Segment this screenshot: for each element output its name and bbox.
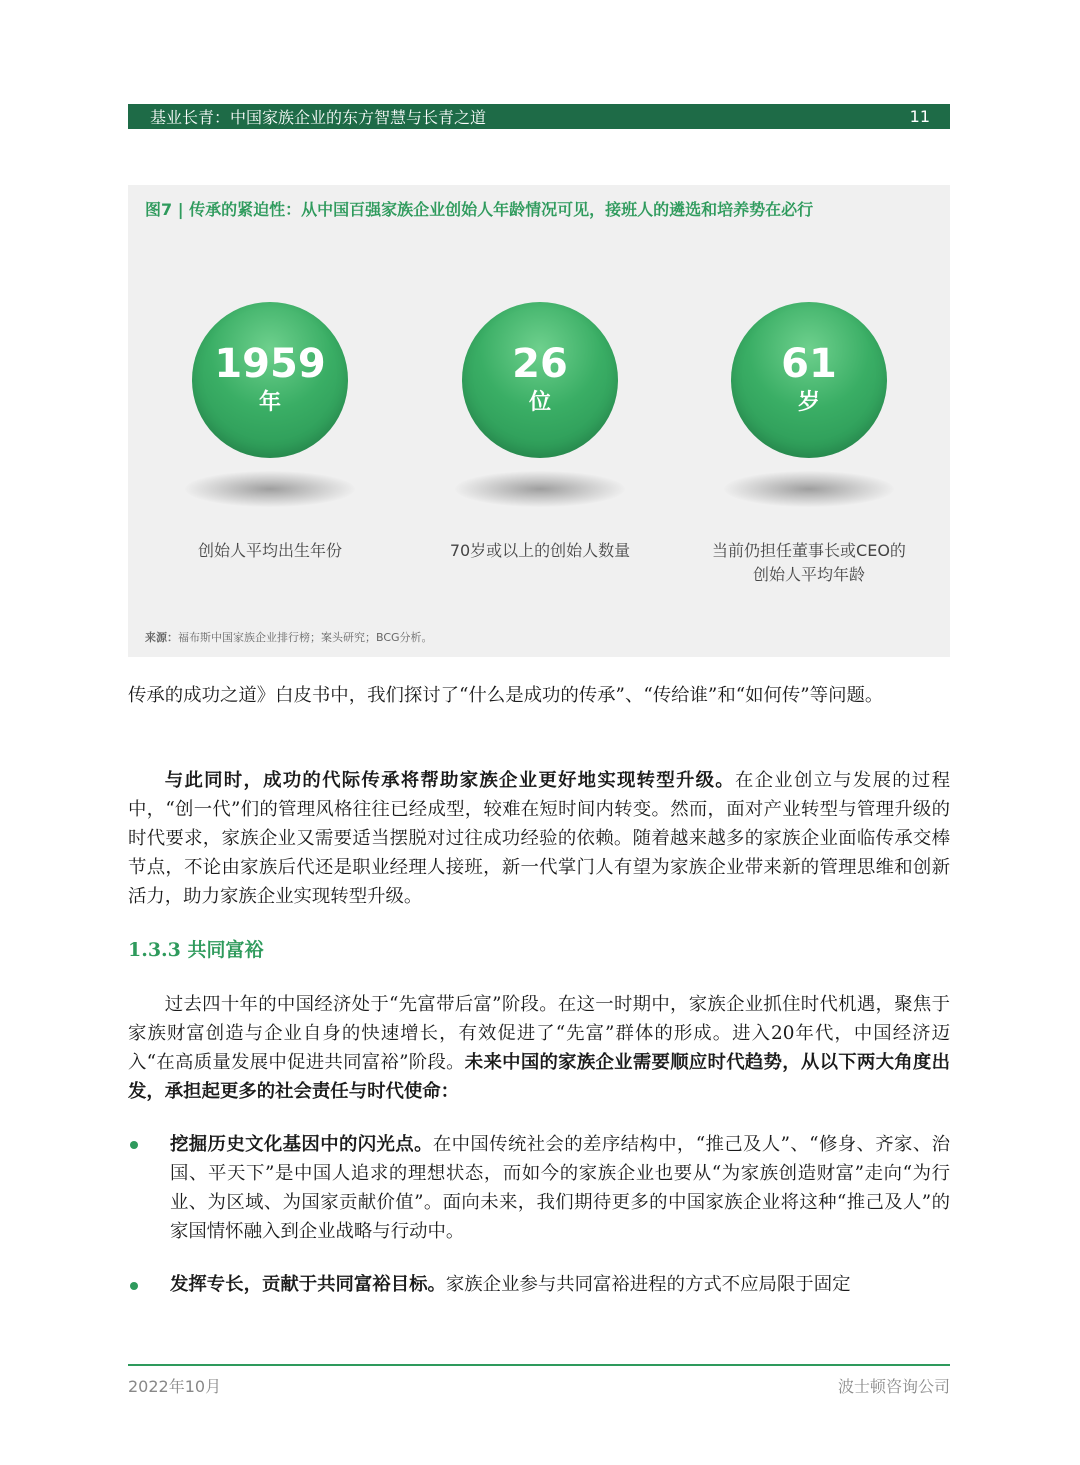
- paragraph-succession: [128, 766, 950, 911]
- footer-company: 波士顿咨询公司: [837, 1377, 950, 1396]
- stat-label-line1: 创始人平均出生年份: [197, 541, 342, 560]
- bullet-icon: [130, 1141, 138, 1149]
- source-text: 福布斯中国家族企业排行榜；案头研究；BCG分析。: [178, 631, 433, 644]
- figure-7: [128, 185, 950, 657]
- stat-circle-average-age: [731, 302, 887, 458]
- figure-title: 图7 | 传承的紧迫性：从中国百强家族企业创始人年龄情况可见，接班人的遴选和培养势在必行: [145, 200, 814, 219]
- source-label: 来源：: [145, 631, 178, 644]
- stat-value: 26: [512, 341, 568, 387]
- running-header: [128, 104, 950, 129]
- stat-unit: 岁: [797, 390, 820, 415]
- stat-label-line1: 当前仍担任董事长或CEO的: [712, 541, 906, 560]
- circle-shadow: [724, 471, 894, 507]
- bullet-lead: 挖掘历史文化基因中的闪光点。: [170, 1134, 433, 1155]
- paragraph-emphasis: 未来中国的家族企业需要顺应时代趋势，从以下两大角度出发，承担起更多的社会责任与时代使命：: [128, 1052, 950, 1102]
- header-title: 基业长青：中国家族企业的东方智慧与长青之道: [150, 108, 487, 127]
- bullet-body: 家族企业参与共同富裕进程的方式不应局限于固定: [445, 1274, 851, 1295]
- stat-value: 1959: [214, 341, 326, 387]
- stat-circle-founders-count: [462, 302, 618, 458]
- bullet-body: 在中国传统社会的差序结构中，“推己及人”、“修身、齐家、治国、平天下”是中国人追求的理想状态，而如今的家族企业也要从“为家族创造财富”走向“为行业、为区域、为国家贡献价值”。面向未来，我们期待更多的中国家族企业将这种“推己及人”的家国情怀融入到企业战略与行动中。: [170, 1134, 950, 1242]
- paragraph-common-prosperity: [128, 990, 950, 1106]
- footer-divider: [128, 1364, 950, 1366]
- bullet-item-culture: [170, 1130, 950, 1246]
- paragraph-body: 在企业创立与发展的过程中，“创一代”们的管理风格往往已经成型，较难在短时间内转变。然而，面对产业转型与管理升级的时代要求，家族企业又需要适当摆脱对过往成功经验的依赖。随着越来越多的家族企业面临传承交棒节点，不论由家族后代还是职业经理人接班，新一代掌门人有望为家族企业带来新的管理思维和创新活力，助力家族企业实现转型升级。: [128, 770, 950, 907]
- stat-label: [410, 539, 670, 563]
- stat-unit: 年: [258, 390, 281, 415]
- stat-label: [140, 539, 400, 563]
- stat-label-line2: 创始人平均年龄: [752, 565, 865, 584]
- stat-unit: 位: [528, 390, 551, 415]
- bullet-lead: 发挥专长，贡献于共同富裕目标。: [170, 1274, 446, 1295]
- stat-circle-birth-year: [192, 302, 348, 458]
- section-heading: 1.3.3 共同富裕: [128, 939, 264, 961]
- paragraph-body: 过去四十年的中国经济处于“先富带后富”阶段。在这一时期中，家族企业抓住时代机遇，聚焦于家族财富创造与企业自身的快速增长，有效促进了“先富”群体的形成。进入20年代，中国经济迈入“在高质量发展中促进共同富裕”阶段。: [128, 994, 950, 1073]
- circle-shadow: [185, 471, 355, 507]
- figure-source: [145, 629, 433, 645]
- paragraph-continued: 传承的成功之道》白皮书中，我们探讨了“什么是成功的传承”、“传给谁”和“如何传”等问题。: [128, 685, 884, 706]
- footer-date: 2022年10月: [128, 1377, 222, 1396]
- circle-shadow: [455, 471, 625, 507]
- paragraph-lead: 与此同时，成功的代际传承将帮助家族企业更好地实现转型升级。: [164, 770, 735, 791]
- page-number: 11: [909, 107, 930, 126]
- stat-label: [679, 539, 939, 587]
- stat-value: 61: [781, 341, 837, 387]
- stat-label-line1: 70岁或以上的创始人数量: [449, 541, 631, 560]
- bullet-icon: [130, 1282, 138, 1290]
- bullet-item-expertise: [170, 1270, 950, 1299]
